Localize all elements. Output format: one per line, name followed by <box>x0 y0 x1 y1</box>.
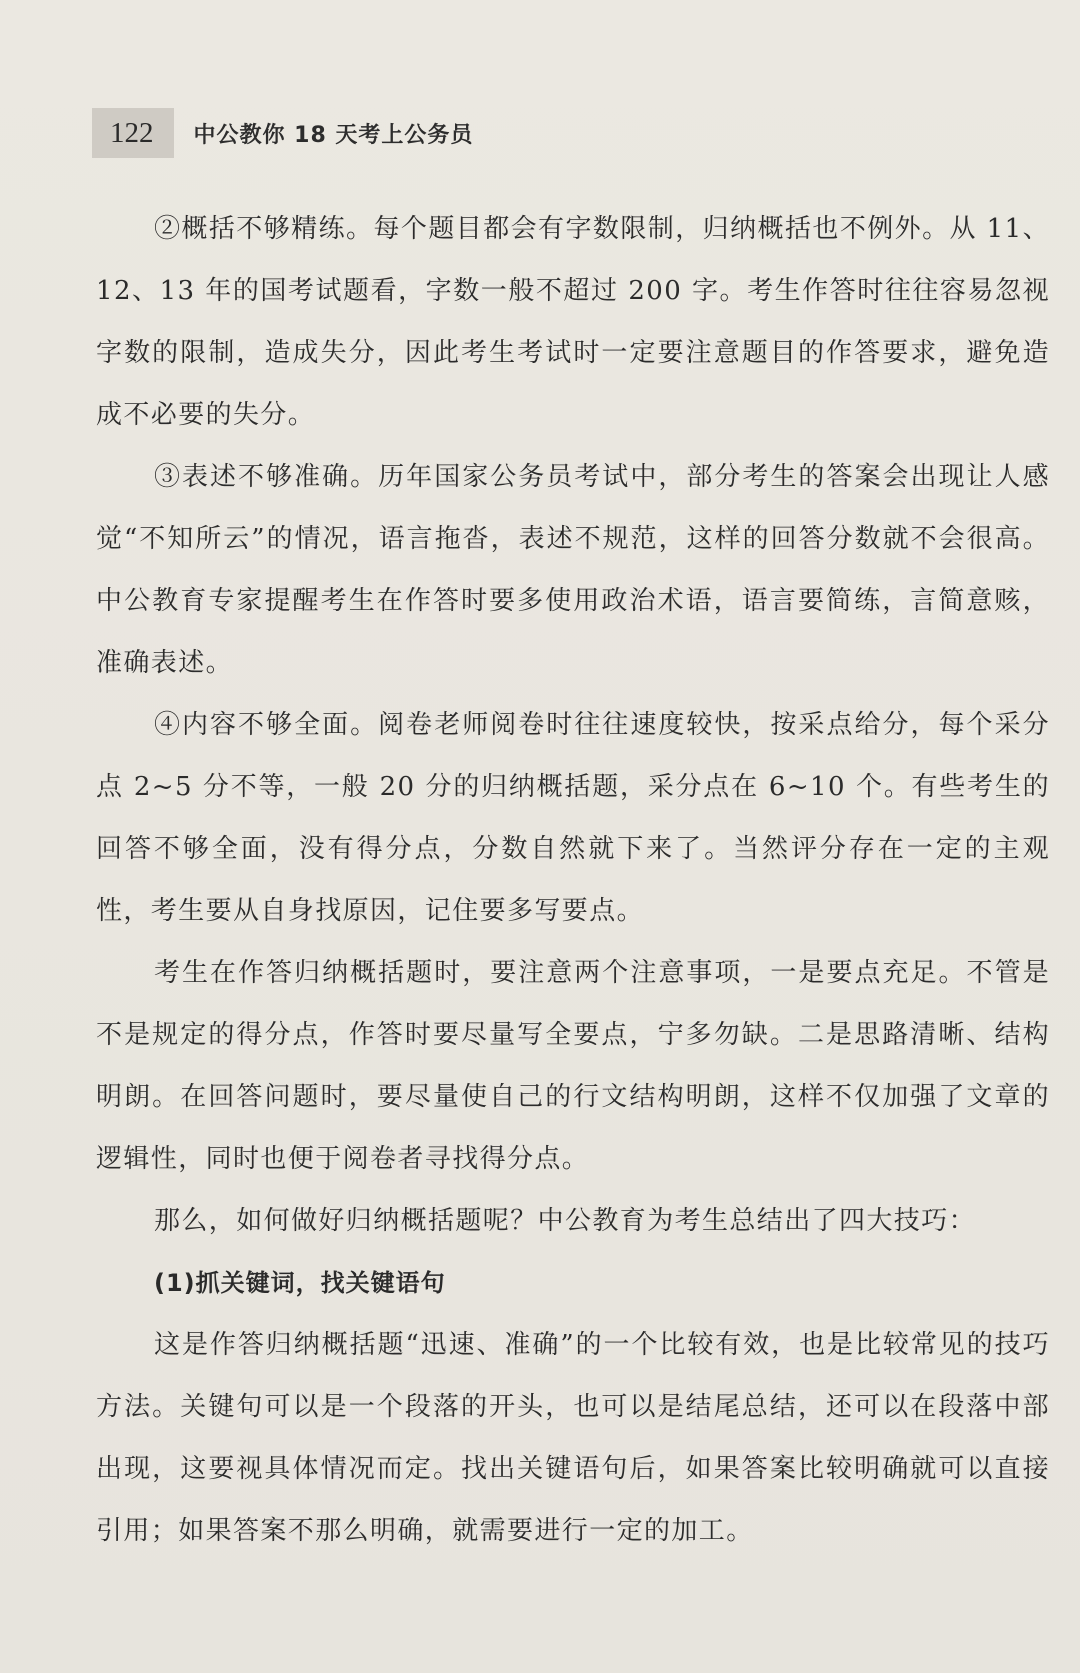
page-header <box>92 108 473 158</box>
paragraph-techniques-intro: 那么，如何做好归纳概括题呢？中公教育为考生总结出了四大技巧： <box>154 1206 977 1236</box>
page-body <box>96 198 1050 1562</box>
paragraph-keywords: 这是作答归纳概括题“迅速、准确”的一个比较有效，也是比较常见的技巧方法。关键句可以是一个段落的开头，也可以是结尾总结，还可以在段落中部出现，这要视具体情况而定。找出关键语句后，如果答案比较明确就可以直接引用；如果答案不那么明确，就需要进行一定的加工。 <box>96 1330 1050 1546</box>
paragraph-concise: ②概括不够精练。每个题目都会有字数限制，归纳概括也不例外。从 11、12、13 年的国考试题看，字数一般不超过 200 字。考生作答时往往容易忽视字数的限制，造成失分，因此考生考试时一定要注意题目的作答要求，避免造成不必要的失分。 <box>96 214 1050 430</box>
paragraph-completeness: ④内容不够全面。阅卷老师阅卷时往往速度较快，按采点给分，每个采分点 2~5 分不等，一般 20 分的归纳概括题，采分点在 6~10 个。有些考生的回答不够全面，没有得分点，分数自然就下来了。当然评分存在一定的主观性，考生要从自身找原因，记住要多写要点。 <box>96 710 1050 926</box>
running-title: 中公教你 18 天考上公务员 <box>193 122 474 148</box>
paragraph-notes: 考生在作答归纳概括题时，要注意两个注意事项，一是要点充足。不管是不是规定的得分点，作答时要尽量写全要点，宁多勿缺。二是思路清晰、结构明朗。在回答问题时，要尽量使自己的行文结构明朗，这样不仅加强了文章的逻辑性，同时也便于阅卷者寻找得分点。 <box>96 958 1050 1174</box>
subheading-keywords: (1)抓关键词，找关键语句 <box>154 1269 446 1297</box>
paragraph-accuracy: ③表述不够准确。历年国家公务员考试中，部分考生的答案会出现让人感觉“不知所云”的情况，语言拖沓，表述不规范，这样的回答分数就不会很高。中公教育专家提醒考生在作答时要多使用政治术语，语言要简练，言简意赅，准确表述。 <box>96 462 1050 678</box>
page-number: 122 <box>92 108 174 158</box>
